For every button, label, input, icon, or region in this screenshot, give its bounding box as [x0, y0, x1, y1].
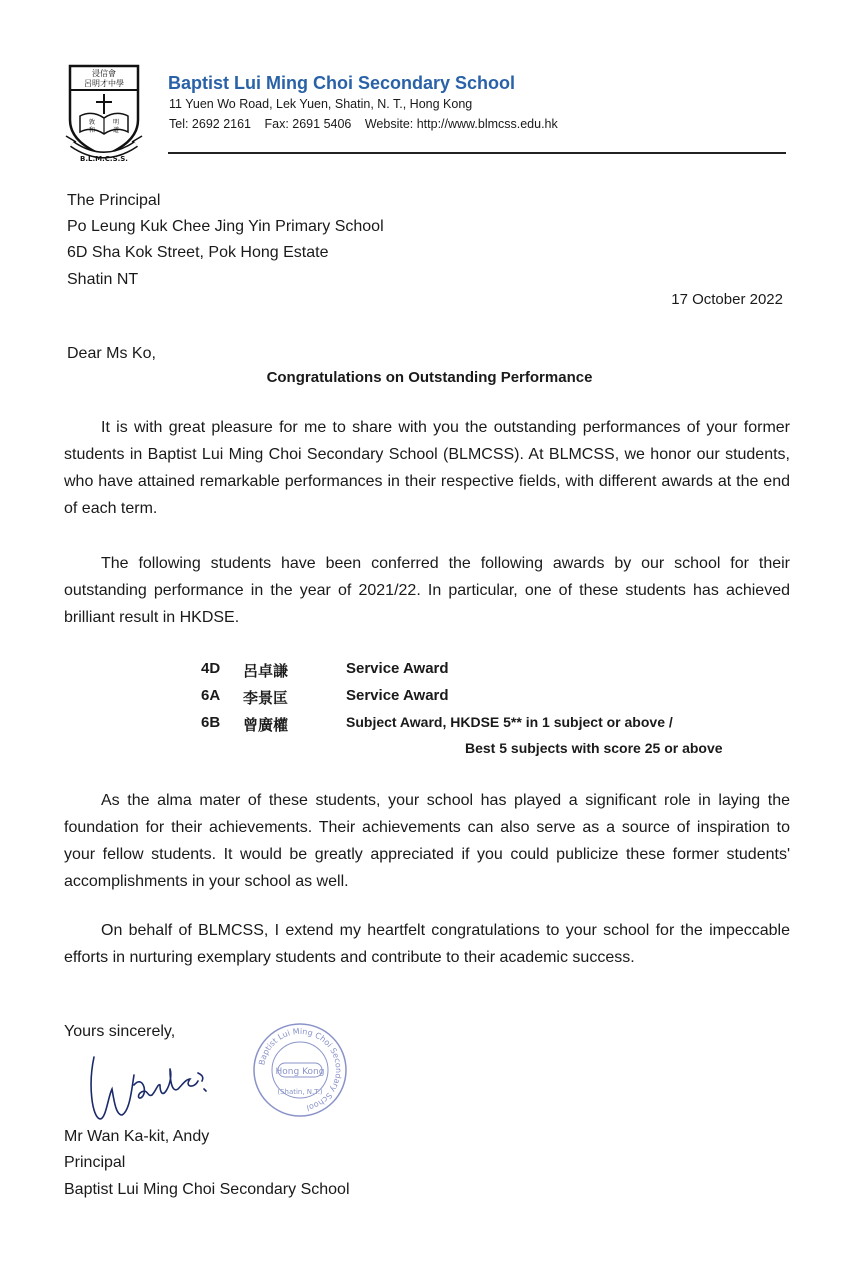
award-title: Subject Award, HKDSE 5** in 1 subject or above / — [346, 714, 673, 730]
school-seal-stamp — [252, 1022, 348, 1118]
signer-title: Principal — [64, 1154, 126, 1171]
salutation: Dear Ms Ko, — [67, 345, 156, 362]
svg-text:B.L.M.C.S.S.: B.L.M.C.S.S. — [80, 155, 128, 163]
signer-name: Mr Wan Ka-kit, Andy — [64, 1128, 210, 1145]
handwritten-signature — [86, 1045, 216, 1125]
recipient-line: Shatin NT — [67, 271, 139, 288]
svg-text:明: 明 — [112, 119, 120, 126]
recipient-line: 6D Sha Kok Street, Pok Hong Estate — [67, 244, 329, 261]
svg-text:Hong Kong: Hong Kong — [275, 1067, 325, 1077]
telephone: Tel: 2692 2161 — [169, 117, 252, 131]
award-title: Service Award — [346, 660, 449, 677]
award-title: Service Award — [346, 687, 449, 704]
paragraph-2: The following students have been conferred the following awards by our school for their outstanding performance in the year of 2021/22. In particular, one of these students has achieved brilliant result in HKDSE. — [64, 555, 790, 626]
paragraph-1: It is with great pleasure for me to share with you the outstanding performances of your former students in Baptist Lui Ming Choi Secondary School (BLMCSS). At BLMCSS, we honor our students, who have attained remarkable performances in their respective fields, with different awards at the end of each term. — [64, 419, 790, 517]
school-crest-logo — [64, 62, 156, 166]
award-title-continued: Best 5 subjects with score 25 or above — [465, 740, 723, 756]
valediction: Yours sincerely, — [64, 1023, 176, 1040]
svg-text:(Shatin, N.T.): (Shatin, N.T.) — [277, 1088, 323, 1096]
award-student-name: 曾廣權 — [243, 716, 289, 734]
svg-text:和: 和 — [88, 127, 96, 134]
award-student-name: 李景匡 — [243, 689, 289, 707]
award-class: 4D — [201, 660, 221, 677]
letter-subject: Congratulations on Outstanding Performance — [266, 369, 593, 386]
school-contact — [169, 117, 568, 131]
letterhead-divider — [168, 152, 786, 154]
paragraph-4: On behalf of BLMCSS, I extend my heartfelt congratulations to your school for the impeccable efforts in nurturing exemplary students and contribute to their academic success. — [64, 922, 790, 966]
award-class: 6A — [201, 687, 221, 704]
recipient-line: Po Leung Kuk Chee Jing Yin Primary School — [67, 218, 384, 235]
svg-text:敦: 敦 — [88, 119, 96, 126]
school-name: Baptist Lui Ming Choi Secondary School — [168, 73, 516, 93]
svg-text:浸信會: 浸信會 — [92, 69, 116, 78]
signer-school: Baptist Lui Ming Choi Secondary School — [64, 1181, 350, 1198]
svg-text:呂明才中學: 呂明才中學 — [84, 79, 124, 88]
letter-date: 17 October 2022 — [671, 291, 783, 308]
fax: Fax: 2691 5406 — [264, 117, 352, 131]
svg-text:道: 道 — [112, 127, 120, 134]
recipient-line: The Principal — [67, 192, 161, 209]
award-class: 6B — [201, 714, 221, 731]
svg-text:Baptist Lui Ming Choi Secondar: Baptist Lui Ming Choi Secondary School — [257, 1026, 344, 1113]
paragraph-3: As the alma mater of these students, your school has played a significant role in laying the foundation for their achievements. Their achievements can also serve as a source of inspiration to your fellow students. It would be greatly appreciated if you could publicize these former students' accomplishments in your school as well. — [64, 792, 790, 890]
school-address: 11 Yuen Wo Road, Lek Yuen, Shatin, N. T., Hong Kong — [169, 97, 473, 111]
award-student-name: 呂卓謙 — [243, 662, 289, 680]
website: Website: http://www.blmcss.edu.hk — [364, 117, 558, 131]
